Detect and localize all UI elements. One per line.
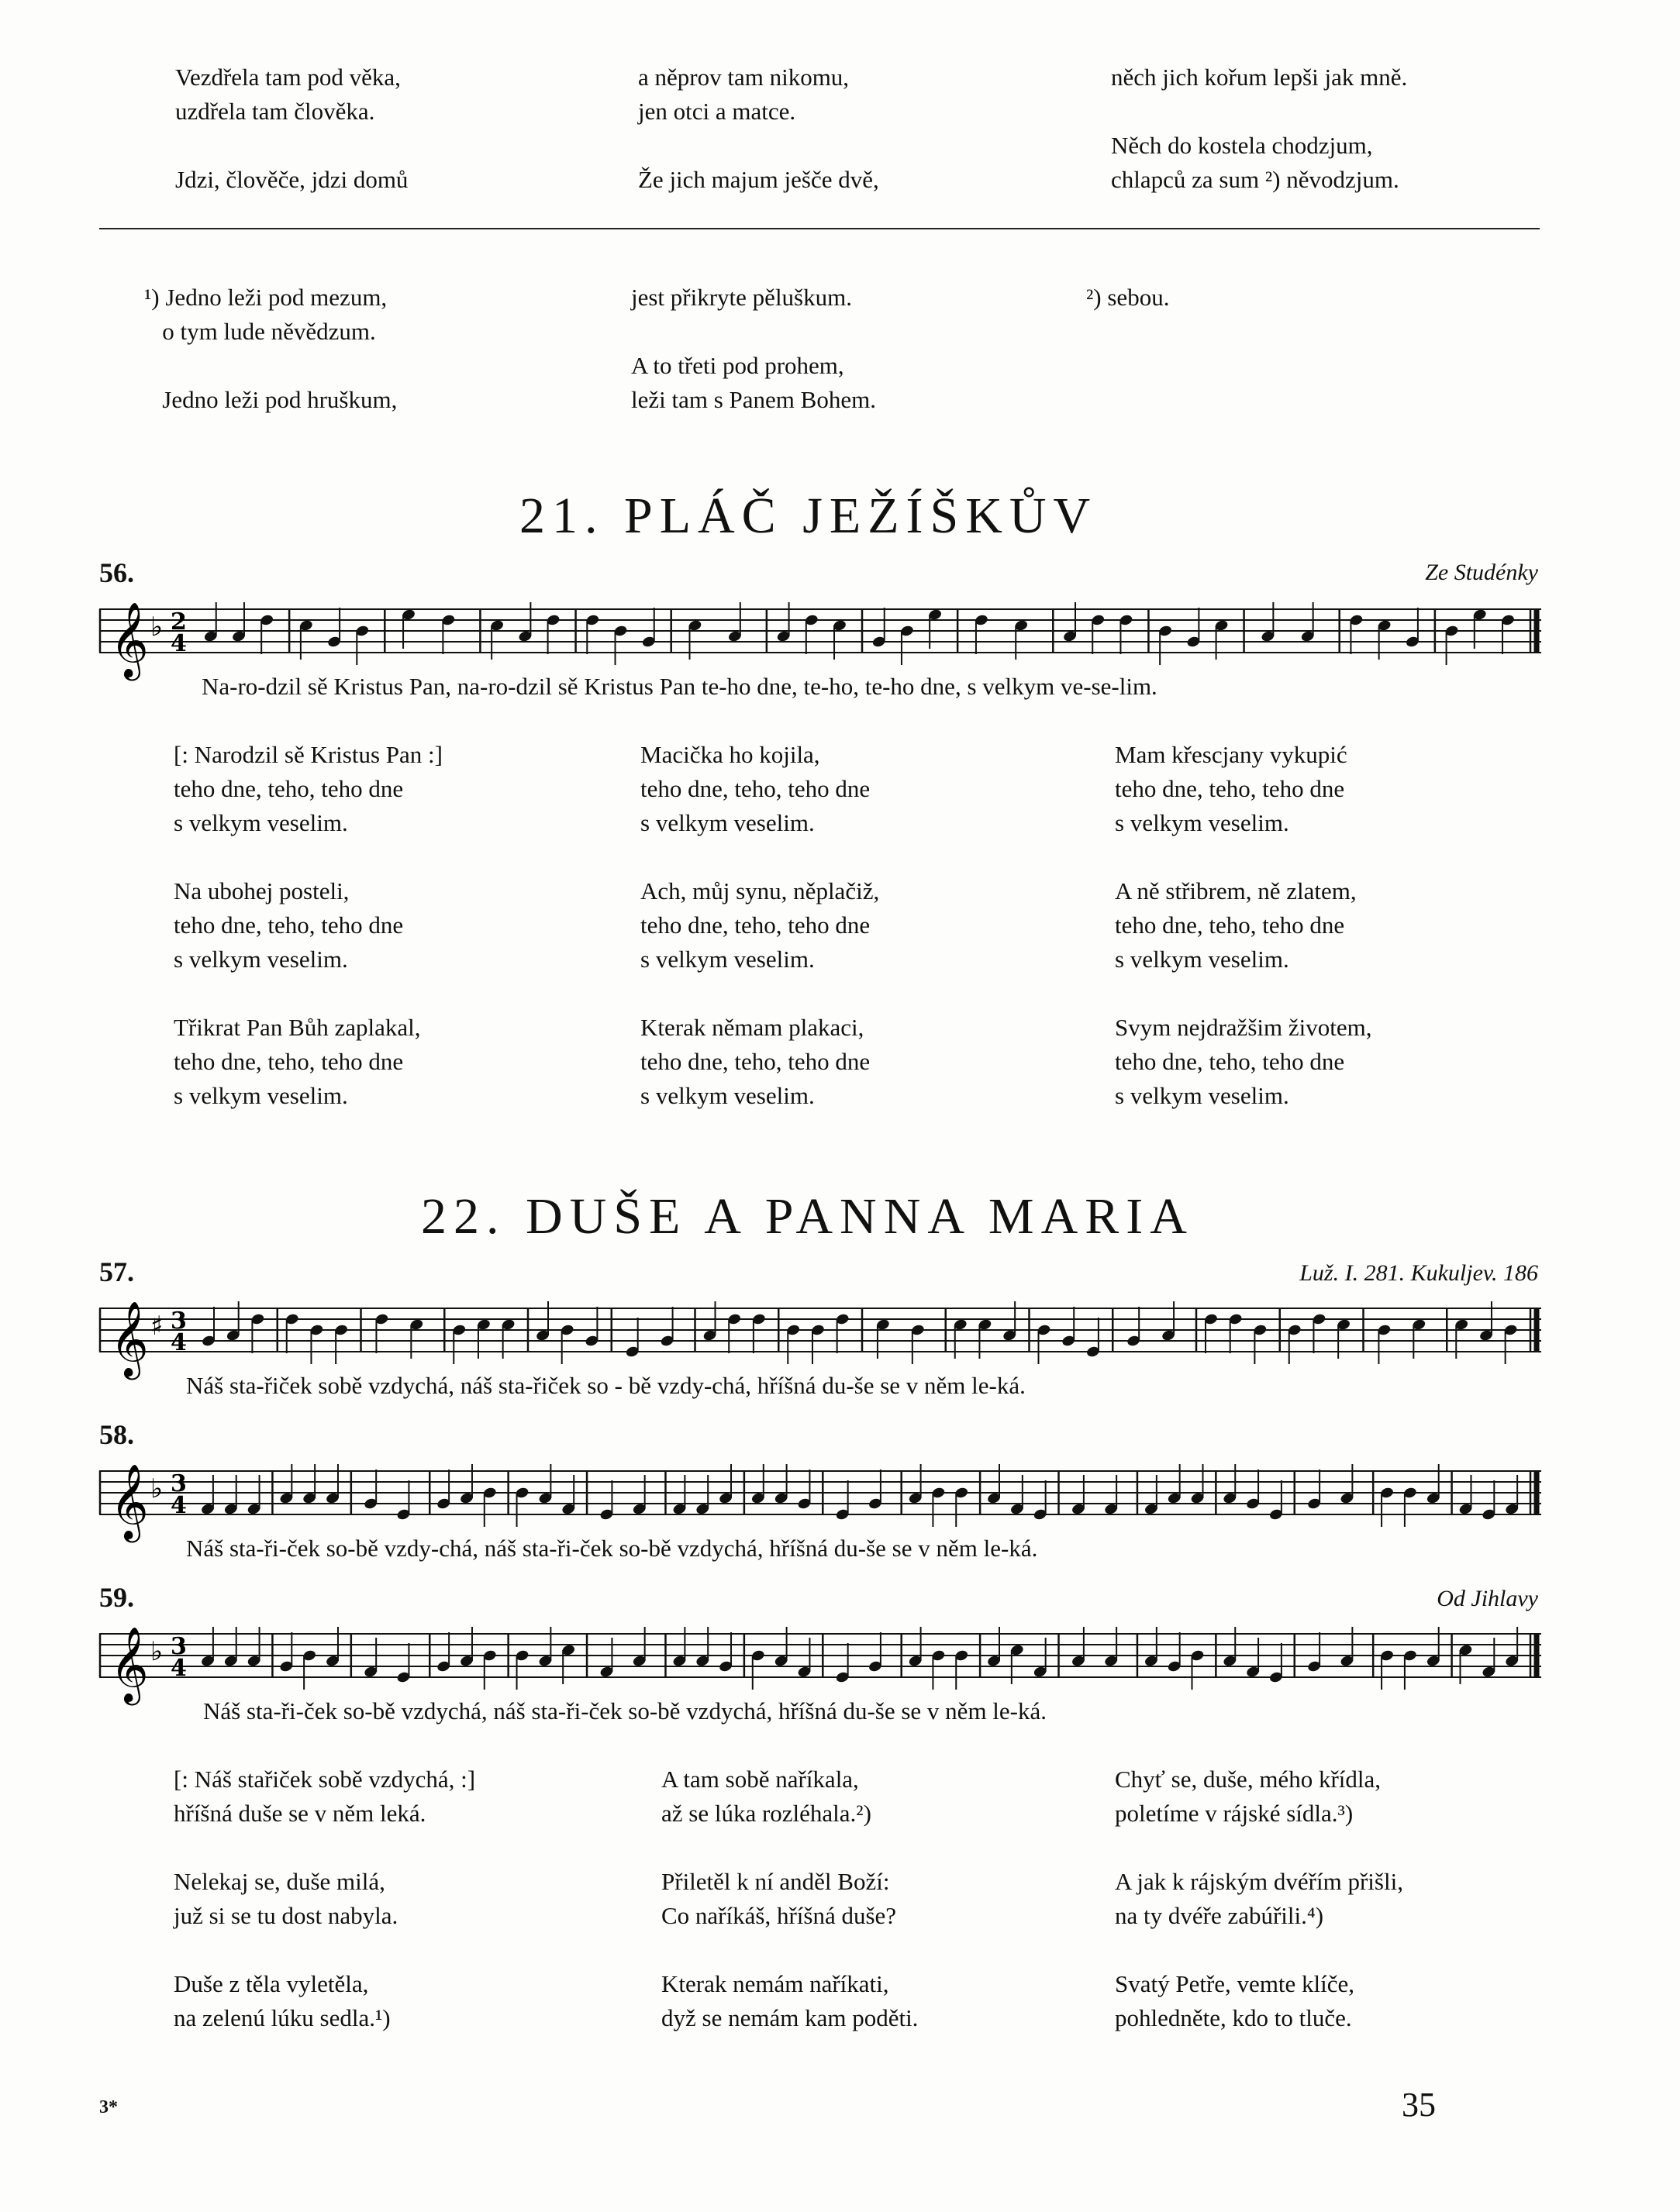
- treble-clef-icon: 𝄞: [110, 1463, 149, 1539]
- song-22-stanzas-col-1: [: Náš stařiček sobě vzdychá, :] hříšná duše se v něm leká. Nelekaj se, duše milá, juž si se tu dost nabyla. Duše z těla vyletěla, na zelenú lúku sedla.¹): [174, 1766, 476, 2031]
- key-signature-icon: ♯: [150, 1311, 164, 1342]
- melody-57-lyrics: Náš sta-řiček sobě vzdychá, náš sta-řiček so - bě vzdy-chá, hříšná du-še se v něm le-ká.: [186, 1372, 1026, 1399]
- page-number: 35: [1402, 2086, 1436, 2124]
- song-21-stanzas-col-3: Mam křescjany vykupić teho dne, teho, teho dne s velkym veselim. A ně střibrem, ně zlatem, teho dne, teho, teho dne s velkym veselim. Svym nejdražšim životem, teho dne, teho, teho dne s velkym veselim.: [1115, 741, 1372, 1109]
- time-signature-bottom: 4: [171, 1492, 187, 1519]
- key-signature-icon: ♭: [150, 1473, 164, 1504]
- time-signature-top: 2: [171, 608, 187, 636]
- melody-56-lyrics: Na-ro-dzil sě Kristus Pan, na-ro-dzil sě Kristus Pan te-ho dne, te-ho, te-ho dne, s velkym ve-se-lim.: [202, 673, 1157, 700]
- melody-57-number: 57.: [99, 1256, 134, 1287]
- top-stanza-2: a něprov tam nikomu, jen otci a matce. Že jich majum ješče dvě,: [638, 64, 879, 193]
- footnote-divider: [99, 228, 1540, 229]
- key-signature-icon: ♭: [150, 612, 164, 643]
- melody-56-source: Ze Studénky: [1425, 560, 1538, 585]
- signature-mark: 3*: [99, 2097, 118, 2117]
- footnote-1: ¹) Jedno leži pod mezum, o tym lude něvědzum. Jedno leži pod hruškum,: [144, 284, 398, 413]
- song-22-stanzas-col-3: Chyť se, duše, mého křídla, poletíme v rájské sídla.³) A jak k rájským dvéřím přišli, na ty dvéře zabúřili.⁴) Svatý Petře, vemte klíče, pohledněte, kdo to tluče.: [1115, 1766, 1403, 2031]
- song-21-title: 21. PLÁČ JEŽÍŠKŮV: [519, 488, 1098, 544]
- time-signature-bottom: 4: [171, 1655, 187, 1682]
- melody-56-number: 56.: [99, 557, 134, 588]
- melody-57-source: Luž. I. 281. Kukuljev. 186: [1299, 1260, 1538, 1286]
- footnote-1-continued: jest přikryte pěluškum. A to třeti pod prohem, leži tam s Panem Bohem.: [631, 284, 876, 413]
- song-22-title: 22. DUŠE A PANNA MARIA: [421, 1188, 1194, 1245]
- treble-clef-icon: 𝄞: [110, 1626, 149, 1702]
- treble-clef-icon: 𝄞: [110, 1301, 149, 1376]
- time-signature-top: 3: [171, 1470, 187, 1497]
- time-signature-top: 3: [171, 1308, 187, 1335]
- song-21-stanzas-col-1: [: Narodzil sě Kristus Pan :] teho dne, teho, teho dne s velkym veselim. Na ubohej posteli, teho dne, teho, teho dne s velkym veselim. Třikrat Pan Bůh zaplakal, teho dne, teho, teho dne s velkym veselim.: [174, 741, 443, 1109]
- top-stanza-1: Vezdřela tam pod věka, uzdřela tam člověka. Jdzi, člověče, jdzi domů: [175, 64, 409, 193]
- time-signature-bottom: 4: [171, 1329, 187, 1356]
- melody-58-lyrics: Náš sta-ři-ček so-bě vzdy-chá, náš sta-ři-ček so-bě vzdychá, hříšná du-še se v něm le-ká.: [186, 1535, 1038, 1562]
- staff-56: [99, 595, 1541, 677]
- staff-57: [99, 1294, 1541, 1376]
- staff-59: [99, 1620, 1541, 1702]
- treble-clef-icon: 𝄞: [110, 601, 149, 677]
- time-signature-top: 3: [171, 1633, 187, 1660]
- song-22-stanzas-col-2: A tam sobě naříkala, až se lúka rozléhala.²) Přiletěl k ní anděl Boží: Co naříkáš, hříšná duše? Kterak nemám naříkati, dyž se nemám kam poděti.: [661, 1766, 919, 2031]
- footnote-2: ²) sebou.: [1086, 284, 1170, 311]
- melody-59-source: Od Jihlavy: [1437, 1586, 1538, 1611]
- melody-59-lyrics: Náš sta-ři-ček so-bě vzdychá, náš sta-ři-ček so-bě vzdychá, hříšná du-še se v něm le-ká.: [203, 1697, 1047, 1724]
- song-21-stanzas-col-2: Macička ho kojila, teho dne, teho, teho dne s velkym veselim. Ach, můj synu, něplačiž, teho dne, teho, teho dne s velkym veselim. Kterak němam plakaci, teho dne, teho, teho dne s velkym veselim.: [640, 741, 880, 1109]
- top-stanza-3: něch jich kořum lepši jak mně. Něch do kostela chodzjum, chlapců za sum ²) něvodzjum.: [1111, 64, 1408, 193]
- time-signature-bottom: 4: [171, 630, 187, 657]
- staff-58: [99, 1457, 1541, 1539]
- melody-59-number: 59.: [99, 1582, 134, 1613]
- melody-58-number: 58.: [99, 1419, 134, 1450]
- key-signature-icon: ♭: [150, 1636, 164, 1667]
